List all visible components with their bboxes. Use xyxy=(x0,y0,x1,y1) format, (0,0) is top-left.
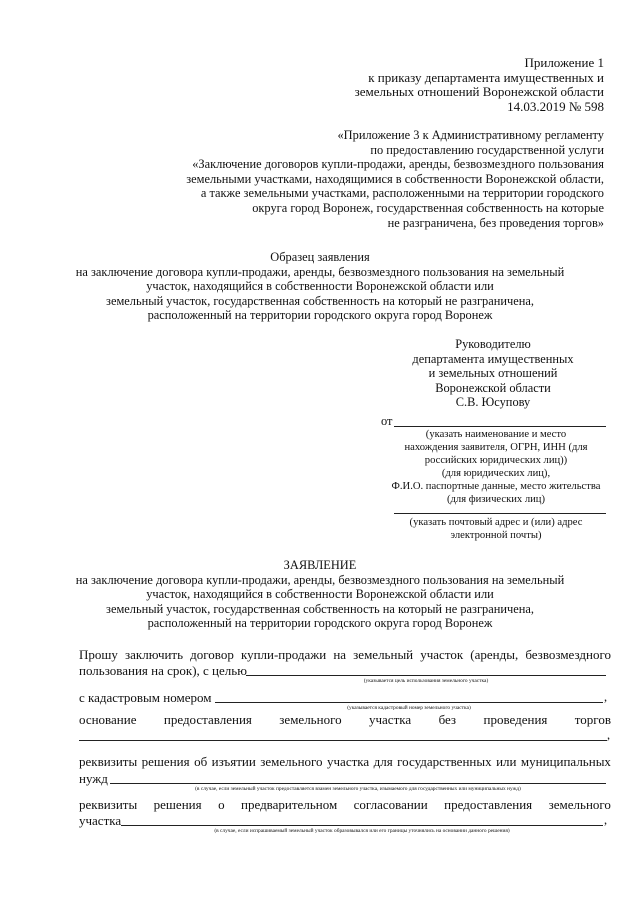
statement-subtitle-line: земельный участок, государственная собственность на который не разграничена, xyxy=(106,601,534,616)
word: государственных xyxy=(397,754,492,769)
word: о xyxy=(218,797,225,812)
sample-heading: Образец заявления xyxy=(270,250,370,264)
address-hint-line: (указать почтовый адрес и (или) адрес xyxy=(409,517,583,528)
word: на xyxy=(333,647,347,662)
preliminary-line-1 xyxy=(79,797,611,812)
cadastral-label: с кадастровым номером xyxy=(79,690,212,705)
word: договор xyxy=(190,647,234,662)
statement-subtitle-line: на заключение договора купли-продажи, аренды, безвозмездного пользования на земельный xyxy=(75,572,565,587)
sender-hint-line: Ф.И.О. паспортные данные, место жительства xyxy=(391,481,601,492)
word: решения xyxy=(141,754,190,769)
word: участка xyxy=(369,712,412,727)
appendix-line: к приказу департамента имущественных и xyxy=(368,69,604,85)
sample-line: участок, находящийся в собственности Воронежской области или xyxy=(146,279,494,294)
word: муниципальных xyxy=(520,754,611,769)
addressee-line: и земельных отношений xyxy=(428,366,558,381)
word: решения xyxy=(153,797,202,812)
word: безвозмездного xyxy=(525,647,611,662)
preliminary-field-line[interactable] xyxy=(121,825,603,826)
withdrawal-line-2: нужд xyxy=(79,771,108,786)
word: проведения xyxy=(483,712,548,727)
comma: , xyxy=(604,690,608,704)
addressee-line: Руководителю xyxy=(455,337,531,351)
sample-line: земельный участок, государственная собственность на который не разграничена, xyxy=(106,293,534,308)
word: или xyxy=(496,754,517,769)
sample-line: расположенный на территории городского округа город Воронеж xyxy=(147,308,493,323)
regulation-line: а также земельными участками, расположенными на территории городского xyxy=(200,186,604,201)
sample-line: на заключение договора купли-продажи, аренды, безвозмездного пользования на земельный xyxy=(75,264,565,279)
word: участка xyxy=(327,754,370,769)
addressee-line: департамента имущественных xyxy=(412,351,574,366)
appendix-line: Приложение 1 xyxy=(524,55,604,70)
request-line-1 xyxy=(79,647,611,662)
word: предоставления xyxy=(444,797,533,812)
withdrawal-line-1 xyxy=(79,754,611,769)
word: согласовании xyxy=(353,797,428,812)
statement-title: ЗАЯВЛЕНИЕ xyxy=(283,558,357,572)
word: торгов xyxy=(574,712,611,727)
sender-hint-line: (для юридических лиц), xyxy=(441,468,551,479)
preliminary-hint: (в случае, если испрашиваемый земельный участок образовывался или его границы уточнялись на основании данного решения) xyxy=(214,828,510,834)
address-field-line[interactable] xyxy=(394,513,606,514)
word: реквизиты xyxy=(79,797,138,812)
word: Прошу xyxy=(79,647,118,662)
sender-hint-line: (указать наименование и место xyxy=(425,429,567,440)
word: участок xyxy=(420,647,464,662)
regulation-line: «Приложение 3 к Административному регламенту xyxy=(337,128,604,142)
regulation-line: земельными участками, находящимися в собственности Воронежской области, xyxy=(186,171,604,186)
word: (аренды, xyxy=(470,647,519,662)
cadastral-hint: (указывается кадастровый номер земельного участка) xyxy=(347,705,471,711)
sender-hint-line: российских юридических лиц)) xyxy=(424,455,568,466)
word: для xyxy=(373,754,393,769)
comma: , xyxy=(604,813,608,827)
word: основание xyxy=(79,712,137,727)
word: земельный xyxy=(353,647,414,662)
appendix-date-number: 14.03.2019 № 598 xyxy=(507,98,604,114)
sender-hint-line: (для физических лиц) xyxy=(446,494,546,505)
addressee-line: Воронежской области xyxy=(435,380,551,395)
word: земельного xyxy=(548,797,611,812)
word: предоставления xyxy=(163,712,252,727)
regulation-reference xyxy=(60,128,604,230)
word: изъятии xyxy=(211,754,256,769)
purpose-field-line[interactable] xyxy=(246,675,606,676)
withdrawal-field-line[interactable] xyxy=(110,783,606,784)
word: купли-продажи xyxy=(240,647,327,662)
basis-field-line[interactable] xyxy=(79,740,607,741)
word: без xyxy=(438,712,457,727)
regulation-line: округа город Воронеж, государственная собственность на которые xyxy=(252,200,604,215)
statement-title-block xyxy=(40,558,600,631)
regulation-line: не разграничена, без проведения торгов» xyxy=(387,215,604,230)
sender-hint-line: нахождения заявителя, ОГРН, ИНН (для xyxy=(404,442,588,453)
withdrawal-hint: (в случае, если земельный участок предоставляется взамен земельного участка, изымаемого для государственных или муниципальных нужд) xyxy=(195,786,521,792)
address-hint-line: электронной почты) xyxy=(450,530,542,541)
preliminary-line-2: участка xyxy=(79,813,122,828)
word: земельного xyxy=(279,712,342,727)
basis-line xyxy=(79,712,611,727)
word: реквизиты xyxy=(79,754,138,769)
word: об xyxy=(194,754,208,769)
word: земельного xyxy=(260,754,323,769)
regulation-line: «Заключение договоров купли-продажи, аренды, безвозмездного пользования xyxy=(192,157,604,172)
appendix-header xyxy=(300,56,604,114)
cadastral-field-line[interactable] xyxy=(215,702,603,703)
regulation-line: по предоставлению государственной услуги xyxy=(370,142,604,157)
addressee-block xyxy=(380,337,606,410)
statement-subtitle-line: участок, находящийся в собственности Воронежской области или xyxy=(146,587,494,602)
word: предварительном xyxy=(241,797,338,812)
request-line-2: пользования на срок), с целью xyxy=(79,663,247,678)
statement-subtitle-line: расположенный на территории городского округа город Воронеж xyxy=(147,616,493,631)
addressee-name: С.В. Юсупову xyxy=(455,395,531,410)
purpose-hint: (указывается цель использования земельного участка) xyxy=(363,678,489,684)
sender-hint xyxy=(380,428,612,506)
sample-title xyxy=(40,250,600,323)
from-label: от xyxy=(381,414,393,428)
word: заключить xyxy=(125,647,184,662)
appendix-line: земельных отношений Воронежской области xyxy=(354,84,604,100)
comma: , xyxy=(607,728,611,742)
sender-field-line[interactable] xyxy=(394,426,606,427)
address-hint xyxy=(380,516,612,542)
